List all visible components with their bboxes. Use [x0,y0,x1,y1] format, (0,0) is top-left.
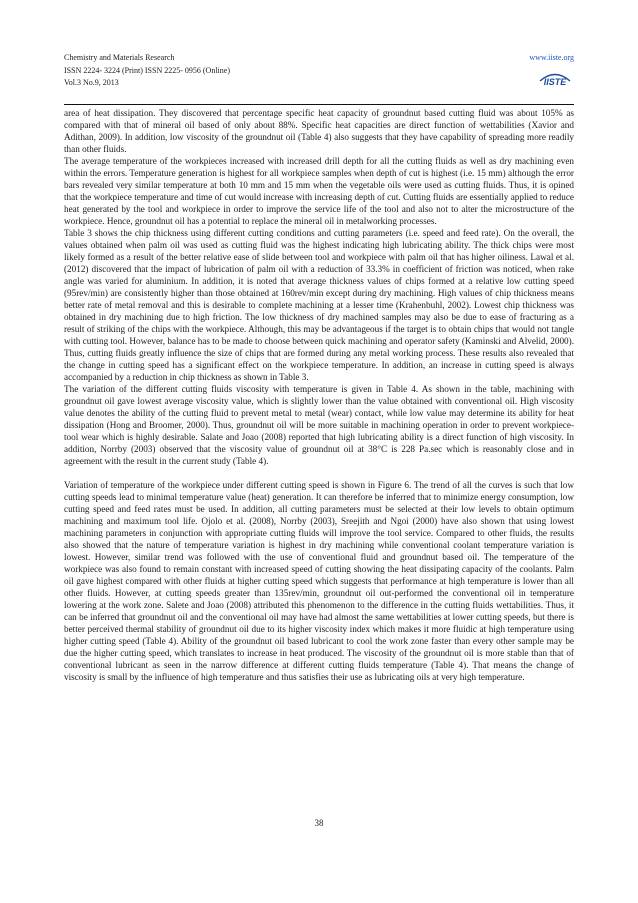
paragraph-heat-dissipation: area of heat dissipation. They discovered that percentage specific heat capacity of groundnut based cutting fluid was about 105% as compared with that of mineral oil based of only about 88%. Specific heat capacities are direct function of wettabilities (Xavior and Adithan, 2009). In addition, low viscosity of the groundnut oil (Table 4) also suggests that they have capability of spreading more readily than other fluids. [64,108,574,154]
paragraph-gap [64,467,574,479]
page-number: 38 [314,818,324,828]
iiste-logo-icon [538,66,572,88]
paragraph-viscosity: The variation of the different cutting fluids viscosity with temperature is given in Table 4. As shown in the table, machining with groundnut oil gave lowest average viscosity value, which is slightly lower than the value obtained with conventional oil. High viscosity value denotes the ability of the cutting fluid to prevent metal to metal (wear) contact, while low value may determine its ability for heat dissipation (Hong and Broomer, 2000). Thus, groundnut oil will be more suitable in machining operation in order to prevent workpiece-tool wear which is highly desirable. Salate and Joao (2008) reported that high lubricating ability is a direct function of high viscosity. In addition, Norrby (2003) observed that the viscosity value of groundnut oil at 38°C is 228 Pa.sec which is reasonably close and in agreement with the result in the current study (Table 4). [64,384,574,466]
header-divider [64,104,574,105]
svg-text:IISTE: IISTE [543,77,567,87]
journal-name: Chemistry and Materials Research [64,53,175,62]
paragraph-cutting-speed: Variation of temperature of the workpiece under different cutting speed is shown in Figure 6. The trend of all the curves is such that low cutting speeds lead to minimal temperature value (heat) generation. It can therefore be inferred that to minimize energy consumption, low cutting speed and feed rates must be used. In addition, all cutting parameters must be selected at their low levels to obtain optimum machining and maximum tool life. Ojolo et al. (2008), Norrby (2003), Sreejith and Ngoi (2000) have also shown that using lowest machining parameters in conjunction with appropriate cutting fluids will improve the tool service. Compared to other fluids, the results also showed that the nature of temperature variation is highest in dry machining while conventional coolant temperature variation is lowest. However, similar trend was followed with the use of conventional fluid and groundnut based oil. The temperature of the workpiece was also found to remain constant with increased speed of cutting showing the heat dissipating capacity of the coolants. Palm oil gave highest compared with other fluids at higher cutting speed which suggests that performance at high temperature is lower than all other fluids. However, at cutting speeds greater than 135rev/min, groundnut oil out-performed the conventional oil in temperature lowering at the work zone. Salete and Joao (2008) attributed this phenomenon to the difference in the cutting fluids wettabilities. Thus, it can be inferred that groundnut oil and the conventional oil may have had almost the same wettabilities at lower cutting speeds, but there is better perceived thermal stability of groundnut oil due to its higher viscosity index which makes it more fluidic at high temperature using higher cutting speed (Table 4). Ability of the groundnut oil based lubricant to cool the work zone faster than every other sample may be due the higher cutting speed, which translates to increase in heat produced. The viscosity of the groundnut oil is more stable than that of conventional lubricant as seen in the narrow difference at different cutting fluids temperature (Table 4). That means the change of viscosity is small by the influence of high temperature and thus satisfies their use as lubricating oils at very high temperature. [64,480,574,682]
paragraph-temperature-depth: The average temperature of the workpieces increased with increased drill depth for all the cutting fluids as well as dry machining even within the errors. Temperature generation is highest for all workpiece samples when depth of cut is highest (i.e. 15 mm) although the error bars revealed very similar temperature at both 10 mm and 15 mm when the vegetable oils were used as cutting fluids. Thus, it is opined that the workpiece temperature and time of cut would increase with increasing depth of cut. Cutting fluids are essentially applied to reduce heat generated by the tool and workpiece in order to improve the service life of the tool and also not to alter the microstructure of the workpiece. Hence, groundnut oil has a potential to replace the mineral oil in metalworking processes. [64,156,574,226]
article-body [64,107,574,683]
issn-line: ISSN 2224- 3224 (Print) ISSN 2225- 0956 (Online) [64,65,230,75]
volume-line: Vol.3 No.9, 2013 [64,78,119,87]
journal-url-link[interactable]: www.iiste.org [529,53,574,62]
page-header [64,52,574,102]
paragraph-chip-thickness: Table 3 shows the chip thickness using different cutting conditions and cutting parameters (i.e. speed and feed rate). On the overall, the values obtained when palm oil was used as cutting fluid was the highest indicating high lubricating ability. The thick chips were most likely formed as a result of the better relative ease of slide between tool and workpiece with palm oil that has higher oiliness. Lawal et al. (2012) discovered that the impact of lubrication of palm oil with a reduction of 33.3% in coefficient of friction was noticed, when rake angle was varied for aluminium. In addition, it is noted that average thickness values of chips formed at a relative low cutting speed (95rev/min) are consistently higher than those obtained at 160rev/min except during dry machining. High values of chip thickness means better rate of metal removal and this is desirable to complete machining at a lesser time (Krahenbuhl, 2002). Lowest chip thickness was obtained in dry machining due to high friction. The low thickness of dry machined samples may also be due to ease of fracturing as a result of striking of the chips with the workpiece. Although, this may be advantageous if the target is to obtain chips that would not tangle with cutting tool. However, balance has to be made to choose between quick machining and operator safety (Kaminski and Alvelid, 2000). Thus, cutting fluids greatly influence the size of chips that are formed during any metal working process. These results also revealed that the change in cutting speed has a significant effect on the workpiece temperature. In addition, an increase in cutting speed is always accompanied by a reduction in chip thickness as shown in Table 3. [64,228,574,382]
